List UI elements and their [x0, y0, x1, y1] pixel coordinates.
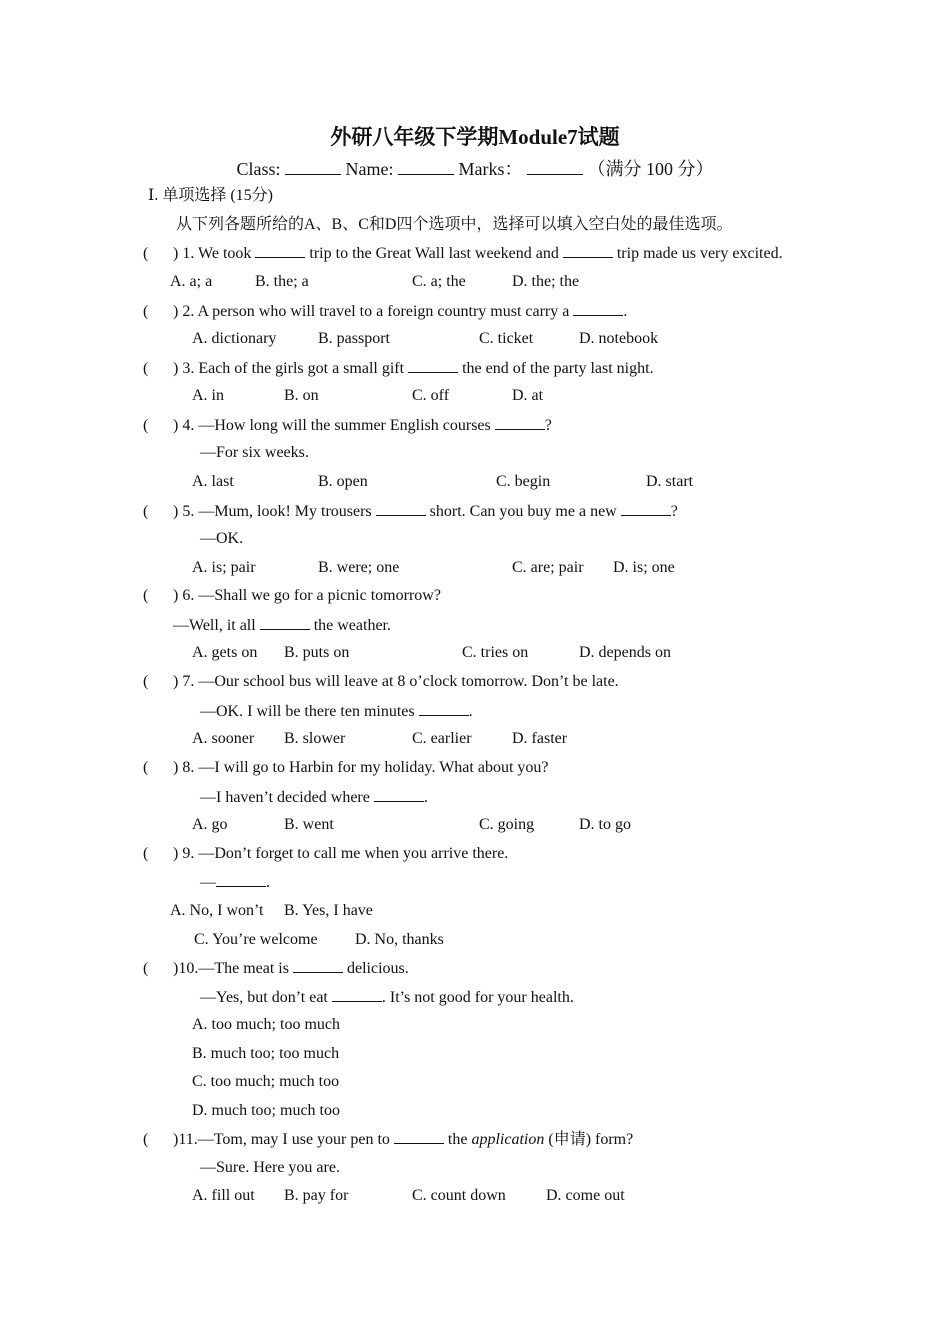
reply-line: —OK. — [200, 530, 244, 547]
question-4: ( ) 4. —How long will the summer English courses ? — [143, 417, 552, 434]
marks-blank[interactable] — [527, 160, 583, 175]
reply-line: — . — [200, 874, 270, 891]
option-a: A. a; a — [170, 273, 213, 290]
option-c: C. off — [412, 387, 450, 404]
option-c: C. going — [479, 816, 535, 833]
blank — [563, 243, 613, 258]
answer-paren[interactable]: ( — [143, 845, 149, 862]
option-b: B. open — [318, 473, 368, 490]
question-11: ( )11.—Tom, may I use your pen to the application (申请) form? — [143, 1131, 634, 1148]
option-d: D. the; the — [512, 273, 580, 290]
option-c: C. ticket — [479, 330, 534, 347]
reply-line: —I haven’t decided where . — [200, 789, 428, 806]
class-blank[interactable] — [285, 160, 341, 175]
question-1: ( ) 1. We took trip to the Great Wall last weekend and trip made us very excited. — [143, 245, 783, 262]
option-a: A. in — [192, 387, 224, 404]
page-title: 外研八年级下学期Module7试题 — [330, 125, 620, 149]
option-a: A. gets on — [192, 644, 258, 661]
section-heading: Ⅰ. 单项选择 (15分) — [148, 187, 273, 204]
option-a: A. sooner — [192, 730, 255, 747]
name-blank[interactable] — [398, 160, 454, 175]
option-d: D. start — [646, 473, 694, 490]
option-b: B. went — [284, 816, 334, 833]
option-a: A. go — [192, 816, 228, 833]
section-instruction: 从下列各题所给的A、B、C和D四个选项中，选择可以填入空白处的最佳选项。 — [176, 216, 733, 233]
student-info-line — [0, 155, 950, 181]
blank — [260, 615, 310, 630]
blank — [255, 243, 305, 258]
blank — [376, 501, 426, 516]
answer-paren[interactable]: ( — [143, 360, 149, 377]
option-d: D. faster — [512, 730, 568, 747]
option-b: B. much too; too much — [192, 1045, 340, 1062]
option-a: A. No, I won’t — [170, 902, 264, 919]
blank — [495, 415, 545, 430]
blank — [293, 958, 343, 973]
option-b: B. puts on — [284, 644, 350, 661]
reply-line: —For six weeks. — [200, 444, 309, 461]
answer-paren[interactable]: ( — [143, 417, 149, 434]
option-b: B. the; a — [255, 273, 309, 290]
option-d: D. to go — [579, 816, 631, 833]
answer-paren[interactable]: ( — [143, 1131, 149, 1148]
option-b: B. Yes, I have — [284, 902, 373, 919]
reply-line: —Well, it all the weather. — [173, 617, 391, 634]
blank — [573, 301, 623, 316]
option-a: A. last — [192, 473, 234, 490]
option-d: D. at — [512, 387, 544, 404]
name-label: Name: — [345, 159, 394, 179]
blank — [374, 787, 424, 802]
option-b: B. pay for — [284, 1187, 349, 1204]
reply-line: —Sure. Here you are. — [200, 1159, 340, 1176]
option-a: A. fill out — [192, 1187, 255, 1204]
option-b: B. on — [284, 387, 319, 404]
blank — [419, 701, 469, 716]
blank — [332, 987, 382, 1002]
question-8: ( ) 8. —I will go to Harbin for my holiday. What about you? — [143, 759, 549, 776]
blank — [394, 1129, 444, 1144]
blank — [621, 501, 671, 516]
reply-line: —OK. I will be there ten minutes . — [200, 703, 473, 720]
blank — [408, 358, 458, 373]
marks-label: Marks： — [458, 159, 523, 179]
question-5: ( ) 5. —Mum, look! My trousers short. Can you buy me a new ? — [143, 503, 678, 520]
option-b: B. were; one — [318, 559, 400, 576]
option-a: A. too much; too much — [192, 1016, 340, 1033]
answer-paren[interactable]: ( — [143, 673, 149, 690]
option-a: A. dictionary — [192, 330, 277, 347]
option-c: C. are; pair — [512, 559, 584, 576]
full-score: （满分 100 分） — [587, 159, 714, 179]
option-c: C. a; the — [412, 273, 466, 290]
option-d: D. much too; much too — [192, 1102, 340, 1119]
option-b: B. passport — [318, 330, 390, 347]
option-b: B. slower — [284, 730, 346, 747]
option-d: D. is; one — [613, 559, 675, 576]
option-d: D. come out — [546, 1187, 625, 1204]
answer-paren[interactable]: ( — [143, 587, 149, 604]
question-10: ( )10.—The meat is delicious. — [143, 960, 409, 977]
reply-line: —Yes, but don’t eat . It’s not good for your health. — [200, 989, 574, 1006]
question-6: ( ) 6. —Shall we go for a picnic tomorrow? — [143, 587, 441, 604]
question-9: ( ) 9. —Don’t forget to call me when you arrive there. — [143, 845, 509, 862]
option-d: D. No, thanks — [355, 931, 444, 948]
question-3: ( ) 3. Each of the girls got a small gift the end of the party last night. — [143, 360, 654, 377]
answer-paren[interactable]: ( — [143, 503, 149, 520]
option-c: C. tries on — [462, 644, 529, 661]
option-c: C. begin — [496, 473, 551, 490]
option-d: D. depends on — [579, 644, 671, 661]
answer-paren[interactable]: ( — [143, 245, 149, 262]
question-7: ( ) 7. —Our school bus will leave at 8 o’clock tomorrow. Don’t be late. — [143, 673, 619, 690]
class-label: Class: — [236, 159, 281, 179]
question-2: ( ) 2. A person who will travel to a foreign country must carry a . — [143, 303, 628, 320]
option-c: C. count down — [412, 1187, 506, 1204]
answer-paren[interactable]: ( — [143, 303, 149, 320]
blank — [216, 872, 266, 887]
option-c: C. too much; much too — [192, 1073, 340, 1090]
option-a: A. is; pair — [192, 559, 256, 576]
option-c: C. earlier — [412, 730, 472, 747]
answer-paren[interactable]: ( — [143, 960, 149, 977]
option-d: D. notebook — [579, 330, 659, 347]
option-c: C. You’re welcome — [194, 931, 318, 948]
answer-paren[interactable]: ( — [143, 759, 149, 776]
